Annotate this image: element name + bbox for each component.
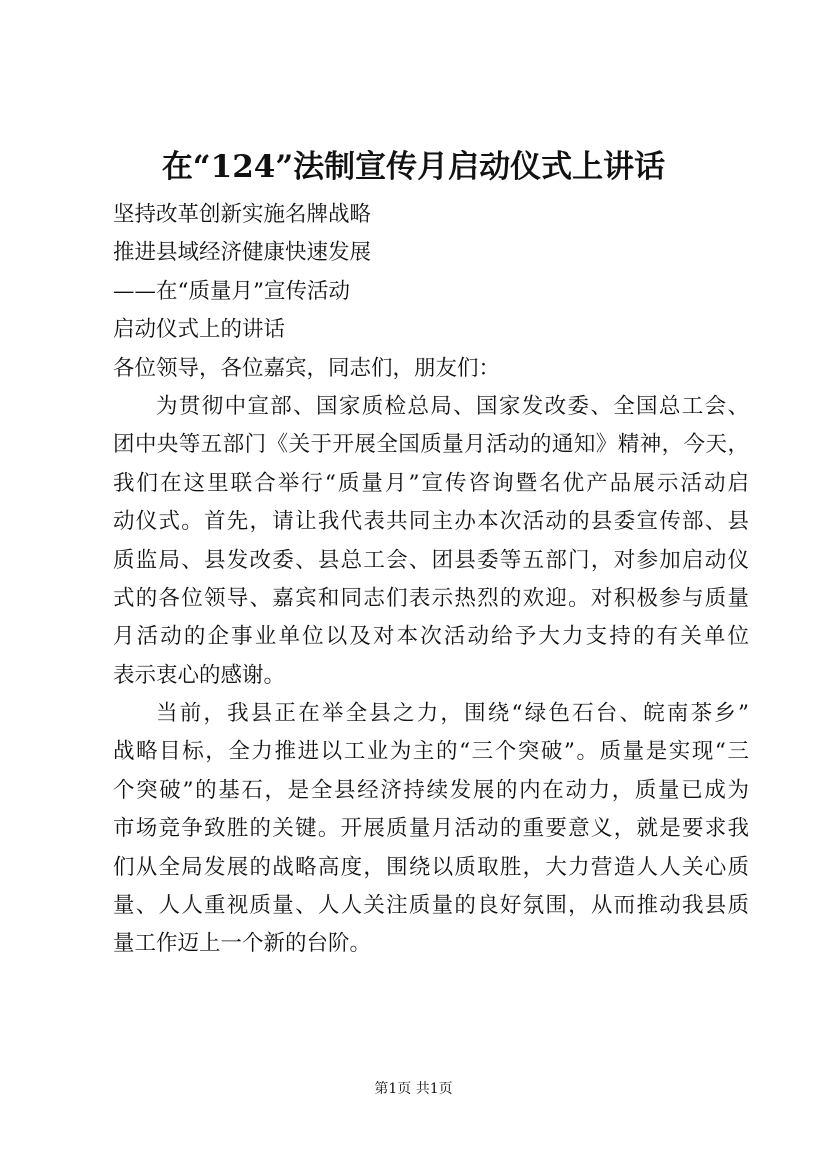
subtitle-line-1: 坚持改革创新实施名牌战略 — [113, 202, 372, 227]
paragraph-2-line-1: 当前，我县正在举全县之力，围绕“绿色石台、皖南茶乡” — [156, 701, 749, 727]
paragraph-1-line-4: 动仪式。首先，请让我代表共同主办本次活动的县委宣传部、县 — [113, 509, 749, 535]
paragraph-2-line-7: 量工作迈上一个新的台阶。 — [113, 931, 372, 957]
paragraph-1-line-6: 式的各位领导、嘉宾和同志们表示热烈的欢迎。对积极参与质量 — [113, 585, 749, 611]
paragraph-1-line-7: 月活动的企事业单位以及对本次活动给予大力支持的有关单位 — [113, 624, 749, 650]
paragraph-2-line-3: 个突破”的基石，是全县经济持续发展的内在动力，质量已成为 — [113, 777, 749, 803]
paragraph-2-line-4: 市场竞争致胜的关键。开展质量月活动的重要意义，就是要求我 — [113, 816, 749, 842]
paragraph-2-line-5: 们从全局发展的战略高度，围绕以质取胜，大力营造人人关心质 — [113, 854, 749, 880]
paragraph-1-line-1: 为贯彻中宣部、国家质检总局、国家发改委、全国总工会、 — [156, 393, 749, 419]
document-body — [113, 196, 749, 964]
paragraph-1-line-8: 表示衷心的感谢。 — [113, 662, 286, 688]
paragraph-1-line-3: 我们在这里联合举行“质量月”宣传咨询暨名优产品展示活动启 — [113, 470, 749, 496]
salutation: 各位领导，各位嘉宾，同志们，朋友们： — [113, 355, 501, 381]
document-title: 在“124”法制宣传月启动仪式上讲话 — [161, 149, 666, 185]
subtitle-line-4: 启动仪式上的讲话 — [113, 317, 286, 343]
subtitle-line-3: ——在“质量月”宣传活动 — [113, 278, 350, 304]
page-footer: 第1页 共1页 — [374, 1081, 453, 1097]
paragraph-2-line-2: 战略目标，全力推进以工业为主的“三个突破”。质量是实现“三 — [113, 739, 749, 765]
paragraph-1-line-5: 质监局、县发改委、县总工会、团县委等五部门，对参加启动仪 — [113, 547, 749, 573]
paragraph-1-line-2: 团中央等五部门《关于开展全国质量月活动的通知》精神，今天， — [113, 432, 749, 458]
subtitle-line-2: 推进县域经济健康快速发展 — [113, 240, 372, 266]
paragraph-2-line-6: 量、人人重视质量、人人关注质量的良好氛围，从而推动我县质 — [113, 893, 749, 919]
